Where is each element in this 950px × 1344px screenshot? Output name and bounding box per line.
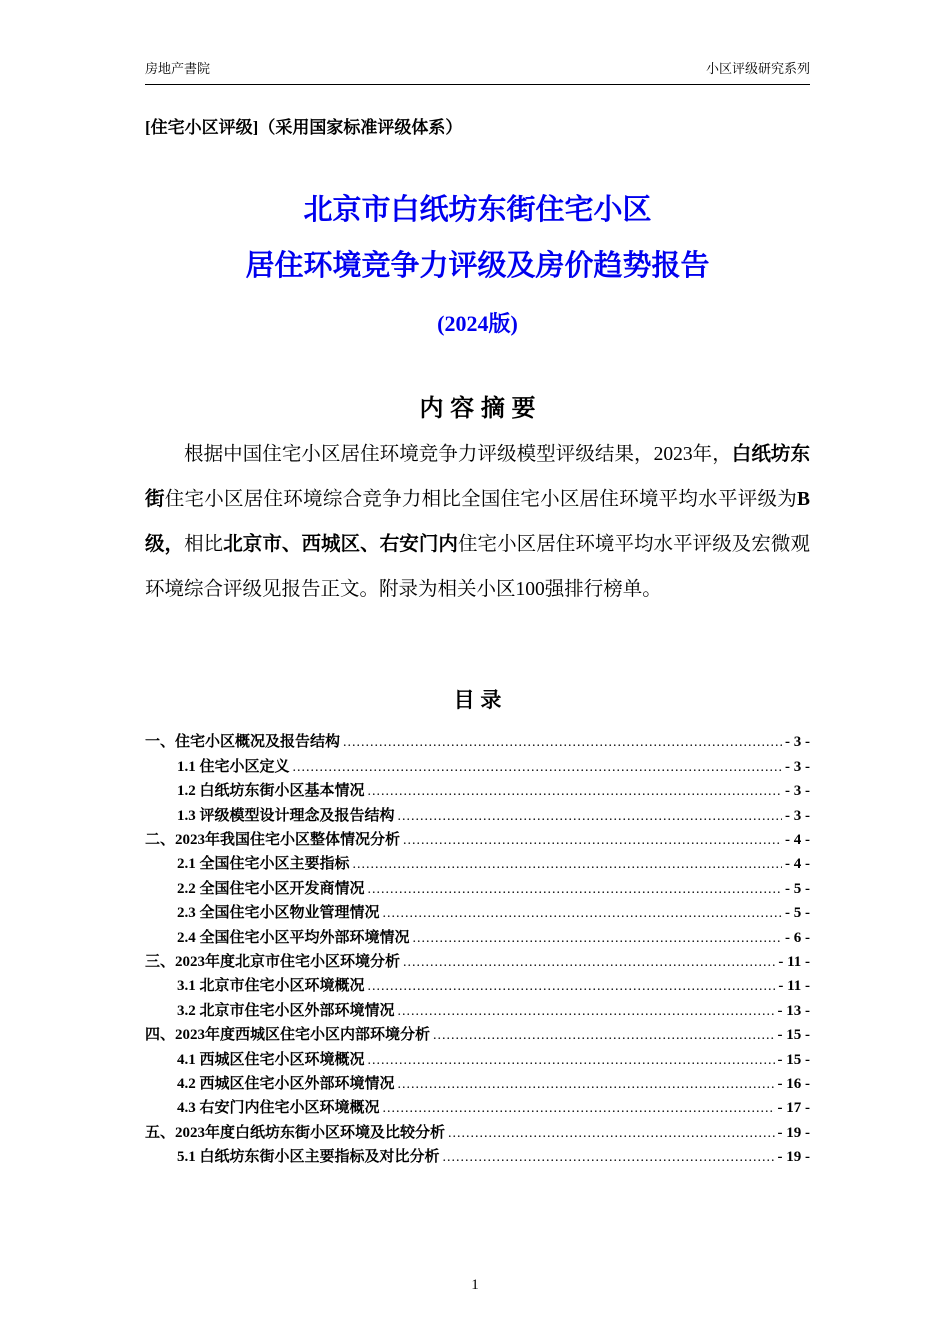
toc-item-title: 2.3 全国住宅小区物业管理情况 [177,905,380,922]
toc-page-number: - 19 - [777,1124,810,1141]
header-right-text: 小区评级研究系列 [705,61,810,76]
summary-segment-bold: B级， [145,488,810,555]
footer-page-number: 1 [471,1277,479,1293]
toc-row [145,852,810,876]
toc-leader-dots [368,974,776,998]
toc-leader-dots [368,779,782,803]
toc-leader-dots [368,877,782,901]
report-edition: (2024版) [437,311,518,336]
toc-item-title: 一、住宅小区概况及报告结构 [145,734,341,751]
toc-leader-dots [353,852,782,876]
toc-leader-dots [343,730,782,754]
toc-leader-dots [448,1121,774,1145]
toc-leader-dots [383,1096,775,1120]
toc-row [145,901,810,925]
toc-page-number: - 11 - [778,978,810,995]
toc-page-number: - 11 - [778,954,810,971]
toc-leader-dots [433,1023,774,1047]
toc-page-number: - 3 - [785,734,810,751]
toc-leader-dots [398,804,782,828]
summary-segment: 相比 [184,533,224,555]
toc-leader-dots [403,828,782,852]
toc-leader-dots [413,926,782,950]
toc-row [145,1023,810,1047]
toc-row [145,828,810,852]
toc-row [145,926,810,950]
toc-item-title: 4.2 西城区住宅小区外部环境情况 [177,1076,395,1093]
toc-row [145,877,810,901]
toc-leader-dots [398,999,775,1023]
page-header [145,58,810,85]
toc-item-title: 2.1 全国住宅小区主要指标 [177,856,350,873]
toc-row [145,804,810,828]
summary-heading: 内 容 摘 要 [419,395,536,422]
summary-segment: 住宅小区居住环境综合竞争力相比全国住宅小区居住环境平均水平评级为 [164,488,797,510]
report-title-line2: 居住环境竞争力评级及房价趋势报告 [245,250,710,282]
toc-leader-dots [293,755,782,779]
toc-item-title: 1.3 评级模型设计理念及报告结构 [177,807,395,824]
toc-heading: 目 录 [453,689,502,713]
toc-item-title: 2.2 全国住宅小区开发商情况 [177,880,365,897]
toc-item-title: 三、2023年度北京市住宅小区环境分析 [145,954,401,971]
toc-leader-dots [403,950,775,974]
toc-row [145,1145,810,1169]
toc-item-title: 3.1 北京市住宅小区环境概况 [177,978,365,995]
toc-page-number: - 3 - [785,783,810,800]
toc-item-title: 5.1 白纸坊东街小区主要指标及对比分析 [177,1149,440,1166]
toc-item-title: 1.1 住宅小区定义 [177,758,290,775]
toc-row [145,1048,810,1072]
toc-row [145,1072,810,1096]
toc-row [145,755,810,779]
toc-leader-dots [368,1048,775,1072]
report-title-block [145,196,810,338]
toc-page-number: - 13 - [777,1002,810,1019]
toc-page-number: - 4 - [785,832,810,848]
summary-segment-bold: 北京市、西城区、右安门内 [223,533,458,555]
toc-row [145,779,810,803]
toc-row [145,1096,810,1120]
summary-segment: 住宅小区居住环境平均水平评级及宏微观环境综合评级见报告正文。附录为相关小区100强排行榜单。 [145,533,810,600]
toc-row [145,950,810,974]
toc-item-title: 2.4 全国住宅小区平均外部环境情况 [177,929,410,946]
toc-page-number: - 16 - [777,1076,810,1093]
toc-page-number: - 3 - [785,807,810,824]
toc-page-number: - 5 - [785,905,810,922]
toc-row [145,999,810,1023]
summary-segment: 根据中国住宅小区居住环境竞争力评级模型评级结果，2023年， [184,444,732,465]
toc-item-title: 1.2 白纸坊东街小区基本情况 [177,783,365,800]
toc-page-number: - 5 - [785,880,810,897]
toc-page-number: - 4 - [785,856,810,873]
toc-item-title: 二、2023年我国住宅小区整体情况分析 [145,832,401,848]
header-left-text: 房地产書院 [145,61,211,76]
summary-segment-bold: 白纸坊东街 [145,444,810,510]
toc-row [145,1121,810,1145]
toc-page-number: - 17 - [777,1100,810,1117]
toc-row [145,730,810,754]
toc-page-number: - 3 - [785,758,810,775]
toc-page-number: - 15 - [777,1051,810,1068]
summary-paragraph [145,433,810,612]
report-title-line1: 北京市白纸坊东街住宅小区 [303,194,652,226]
toc-row [145,974,810,998]
toc-leader-dots [383,901,782,925]
doc-type-line: [住宅小区评级]（采用国家标准评级体系） [145,118,463,137]
toc-item-title: 四、2023年度西城区住宅小区内部环境分析 [145,1027,431,1044]
toc-list [145,730,810,1169]
toc-leader-dots [443,1145,775,1169]
toc-page-number: - 6 - [785,929,810,946]
toc-item-title: 4.3 右安门内住宅小区环境概况 [177,1100,380,1117]
toc-item-title: 4.1 西城区住宅小区环境概况 [177,1051,365,1068]
toc-leader-dots [398,1072,775,1096]
toc-page-number: - 15 - [777,1027,810,1044]
toc-item-title: 五、2023年度白纸坊东街小区环境及比较分析 [145,1124,446,1141]
toc-item-title: 3.2 北京市住宅小区外部环境情况 [177,1002,395,1019]
toc-page-number: - 19 - [777,1149,810,1166]
